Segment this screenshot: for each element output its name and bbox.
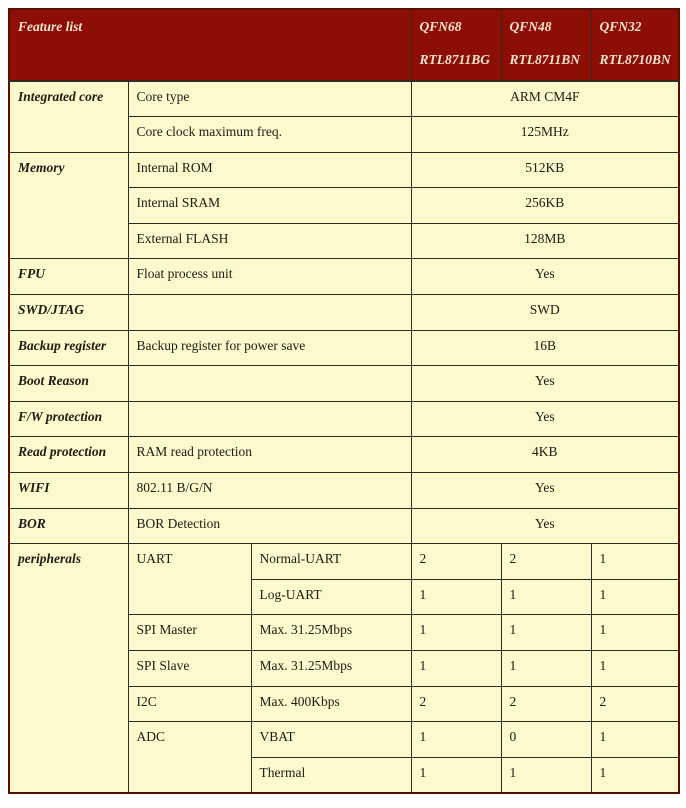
chip-label: RTL8710BN (599, 51, 671, 67)
peripheral-group-cell: ADC (128, 722, 251, 793)
category-cell: WIFI (9, 473, 128, 509)
category-cell: Integrated core (9, 81, 128, 152)
table-row (9, 437, 679, 473)
value-cell: Yes (411, 259, 679, 295)
peripheral-group-cell: SPI Master (128, 615, 251, 651)
value-cell: Yes (411, 508, 679, 544)
category-cell: Boot Reason (9, 366, 128, 402)
count-cell: 1 (501, 757, 591, 793)
feature-cell (128, 401, 411, 437)
chip-label: RTL8711BG (419, 51, 491, 67)
value-cell: SWD (411, 295, 679, 331)
value-cell: 16B (411, 330, 679, 366)
count-cell: 1 (591, 544, 679, 580)
count-cell: 1 (591, 757, 679, 793)
feature-cell: Core clock maximum freq. (128, 117, 411, 153)
peripheral-sub-cell: Max. 31.25Mbps (251, 615, 411, 651)
table-row (9, 81, 679, 117)
count-cell: 2 (501, 544, 591, 580)
table-row (9, 295, 679, 331)
feature-cell: External FLASH (128, 223, 411, 259)
count-cell: 1 (501, 651, 591, 687)
count-cell: 1 (591, 579, 679, 615)
peripheral-group-cell: UART (128, 544, 251, 615)
count-cell: 1 (411, 615, 501, 651)
value-cell: Yes (411, 401, 679, 437)
peripheral-sub-cell: Max. 400Kbps (251, 686, 411, 722)
feature-cell: Internal SRAM (128, 188, 411, 224)
column-header-qfn68 (411, 9, 501, 81)
value-cell: 256KB (411, 188, 679, 224)
category-cell: BOR (9, 508, 128, 544)
column-header-qfn32 (591, 9, 679, 81)
value-cell: 125MHz (411, 117, 679, 153)
peripheral-sub-cell: Max. 31.25Mbps (251, 651, 411, 687)
table-row (9, 508, 679, 544)
category-cell: Read protection (9, 437, 128, 473)
feature-comparison-table (8, 8, 680, 794)
feature-cell (128, 295, 411, 331)
category-cell: Memory (9, 152, 128, 259)
value-cell: 4KB (411, 437, 679, 473)
feature-cell: Float process unit (128, 259, 411, 295)
table-row (9, 152, 679, 188)
chip-label: RTL8711BN (509, 51, 581, 67)
count-cell: 1 (591, 615, 679, 651)
table-row (9, 330, 679, 366)
peripheral-group-cell: I2C (128, 686, 251, 722)
count-cell: 1 (591, 722, 679, 758)
count-cell: 2 (411, 686, 501, 722)
table-row (9, 401, 679, 437)
feature-cell: BOR Detection (128, 508, 411, 544)
count-cell: 1 (411, 579, 501, 615)
category-cell: peripherals (9, 544, 128, 793)
category-cell: SWD/JTAG (9, 295, 128, 331)
peripheral-sub-cell: VBAT (251, 722, 411, 758)
value-cell: Yes (411, 473, 679, 509)
count-cell: 1 (501, 579, 591, 615)
category-cell: FPU (9, 259, 128, 295)
peripheral-sub-cell: Thermal (251, 757, 411, 793)
count-cell: 2 (501, 686, 591, 722)
count-cell: 2 (411, 544, 501, 580)
table-row (9, 473, 679, 509)
count-cell: 2 (591, 686, 679, 722)
package-label: QFN32 (599, 19, 642, 34)
feature-cell (128, 366, 411, 402)
feature-cell: RAM read protection (128, 437, 411, 473)
peripheral-group-cell: SPI Slave (128, 651, 251, 687)
count-cell: 0 (501, 722, 591, 758)
feature-cell: 802.11 B/G/N (128, 473, 411, 509)
count-cell: 1 (411, 757, 501, 793)
count-cell: 1 (411, 651, 501, 687)
feature-cell: Core type (128, 81, 411, 117)
feature-list-header: Feature list (9, 9, 411, 81)
package-label: QFN68 (419, 19, 462, 34)
count-cell: 1 (591, 651, 679, 687)
category-cell: F/W protection (9, 401, 128, 437)
count-cell: 1 (411, 722, 501, 758)
count-cell: 1 (501, 615, 591, 651)
category-cell: Backup register (9, 330, 128, 366)
value-cell: 512KB (411, 152, 679, 188)
table-row (9, 259, 679, 295)
value-cell: 128MB (411, 223, 679, 259)
table-row (9, 366, 679, 402)
value-cell: Yes (411, 366, 679, 402)
package-label: QFN48 (509, 19, 552, 34)
feature-cell: Internal ROM (128, 152, 411, 188)
column-header-qfn48 (501, 9, 591, 81)
table-header (9, 9, 679, 81)
value-cell: ARM CM4F (411, 81, 679, 117)
peripheral-sub-cell: Log-UART (251, 579, 411, 615)
feature-cell: Backup register for power save (128, 330, 411, 366)
table-row (9, 544, 679, 580)
peripheral-sub-cell: Normal-UART (251, 544, 411, 580)
